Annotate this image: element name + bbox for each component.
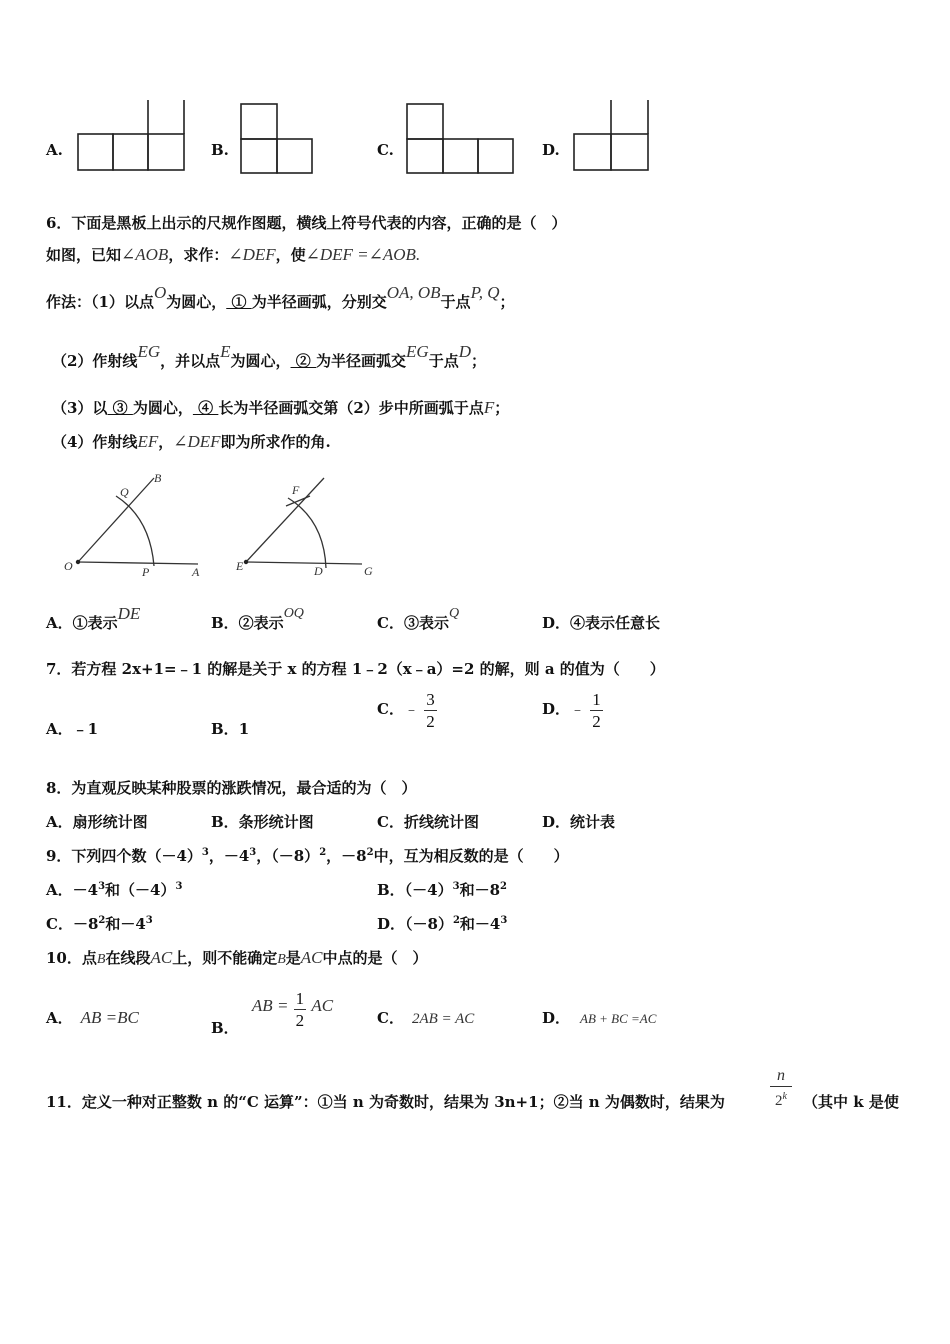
q9-option-b: B．$(-4)^3$和$-8^2$ (377, 881, 507, 899)
q6-option-d: D．④表示任意长 (542, 614, 661, 632)
q8-option-d: D．统计表 (542, 813, 616, 831)
q10-option-a: A． AB =BC (46, 1008, 139, 1027)
label-p: P (142, 565, 150, 579)
q9-option-d: D．$(-8)^2$和$-4^3$ (377, 915, 508, 933)
q6-step2: （2）作射线EG，并以点E为圆心， ② 为半径画弧交EG于点D； (52, 342, 486, 370)
q7-option-d: D．﹣ $\frac{1}{2}$ (542, 690, 601, 731)
q5-option-a-label: A. (46, 141, 63, 159)
q8-option-c: C．折线统计图 (377, 813, 479, 831)
q8-stem: 8．为直观反映某种股票的涨跌情况，最合适的为（ ） (46, 779, 417, 797)
q6-option-b: B．②表示OQ (211, 606, 304, 632)
q5-option-b-label: B. (211, 141, 229, 159)
label-q: Q (120, 485, 129, 499)
q5-option-b-figure (239, 102, 317, 176)
q5-option-a-figure (76, 98, 188, 174)
q6-figure-2 (232, 472, 382, 584)
q6-given-line: 如图，已知∠AOB，求作：∠DEF，使∠DEF =∠AOB. (46, 245, 421, 264)
q5-option-c-figure (405, 102, 517, 176)
q10-stem: 10．点B在线段AC上，则不能确定B是AC中点的是（ ） (46, 948, 428, 967)
label-o: O (64, 559, 73, 573)
q7-stem: 7．若方程 2x+1=﹣1 的解是关于 x 的方程 1﹣2（x﹣a）=2 的解，则 a 的值为（ ） (46, 660, 665, 678)
q9-option-c: C．$-8^2$和$-4^3$ (46, 915, 153, 933)
q10-option-c: C． 2AB = AC (377, 1009, 475, 1027)
q10-option-d: D． AB + BC =AC (542, 1009, 657, 1027)
label-f: F (292, 483, 300, 497)
q7-option-a: A．﹣1 (46, 720, 99, 738)
q6-stem: 6．下面是黑板上出示的尺规作图题，横线上符号代表的内容，正确的是（ ） (46, 214, 567, 232)
label-d: D (314, 564, 323, 578)
q10-option-b: B． AB = $\frac{1}{2}$ AC (211, 989, 334, 1037)
q5-option-d-figure (572, 98, 654, 174)
q11-fraction: n 2$^k$ (770, 1066, 792, 1111)
label-a: A (192, 565, 200, 579)
q5-option-d-label: D. (542, 141, 560, 159)
q8-option-b: B．条形统计图 (211, 813, 314, 831)
q7-option-c: C．﹣ $\frac{3}{2}$ (377, 690, 435, 731)
q6-figure-1 (58, 466, 208, 584)
q6-step4: （4）作射线EF，∠DEF即为所求作的角. (52, 432, 331, 451)
q6-step3: （3）以 ③ 为圆心， ④ 长为半径画弧交第（2）步中所画弧于点F； (52, 398, 510, 417)
q11-stem-a: 11．定义一种对正整数 n 的“C 运算”：①当 n 为奇数时，结果为 3n+1；②当 n 为偶数时，结果为 (46, 1093, 725, 1111)
q6-option-a: A．①表示DE (46, 604, 141, 632)
q11-stem-b: （其中 k 是使 (803, 1093, 899, 1111)
q7-option-b: B．1 (211, 720, 250, 738)
label-g: G (364, 564, 373, 578)
q6-step1: 作法：（1）以点O为圆心， ① 为半径画弧，分别交OA, OB于点P, Q； (46, 283, 515, 311)
label-b: B (154, 471, 162, 485)
q5-option-c-label: C. (377, 141, 394, 159)
q9-stem: 9．下列四个数$(-4)^3$，$-4^3$，$(-8)^2$，$-8^2$中，互为相反数的是（ ） (46, 847, 569, 865)
label-e: E (236, 559, 244, 573)
q9-option-a: A．$-4^3$和$(-4)^3$ (46, 881, 183, 899)
q6-option-c: C．③表示Q (377, 606, 460, 632)
q8-option-a: A．扇形统计图 (46, 813, 148, 831)
